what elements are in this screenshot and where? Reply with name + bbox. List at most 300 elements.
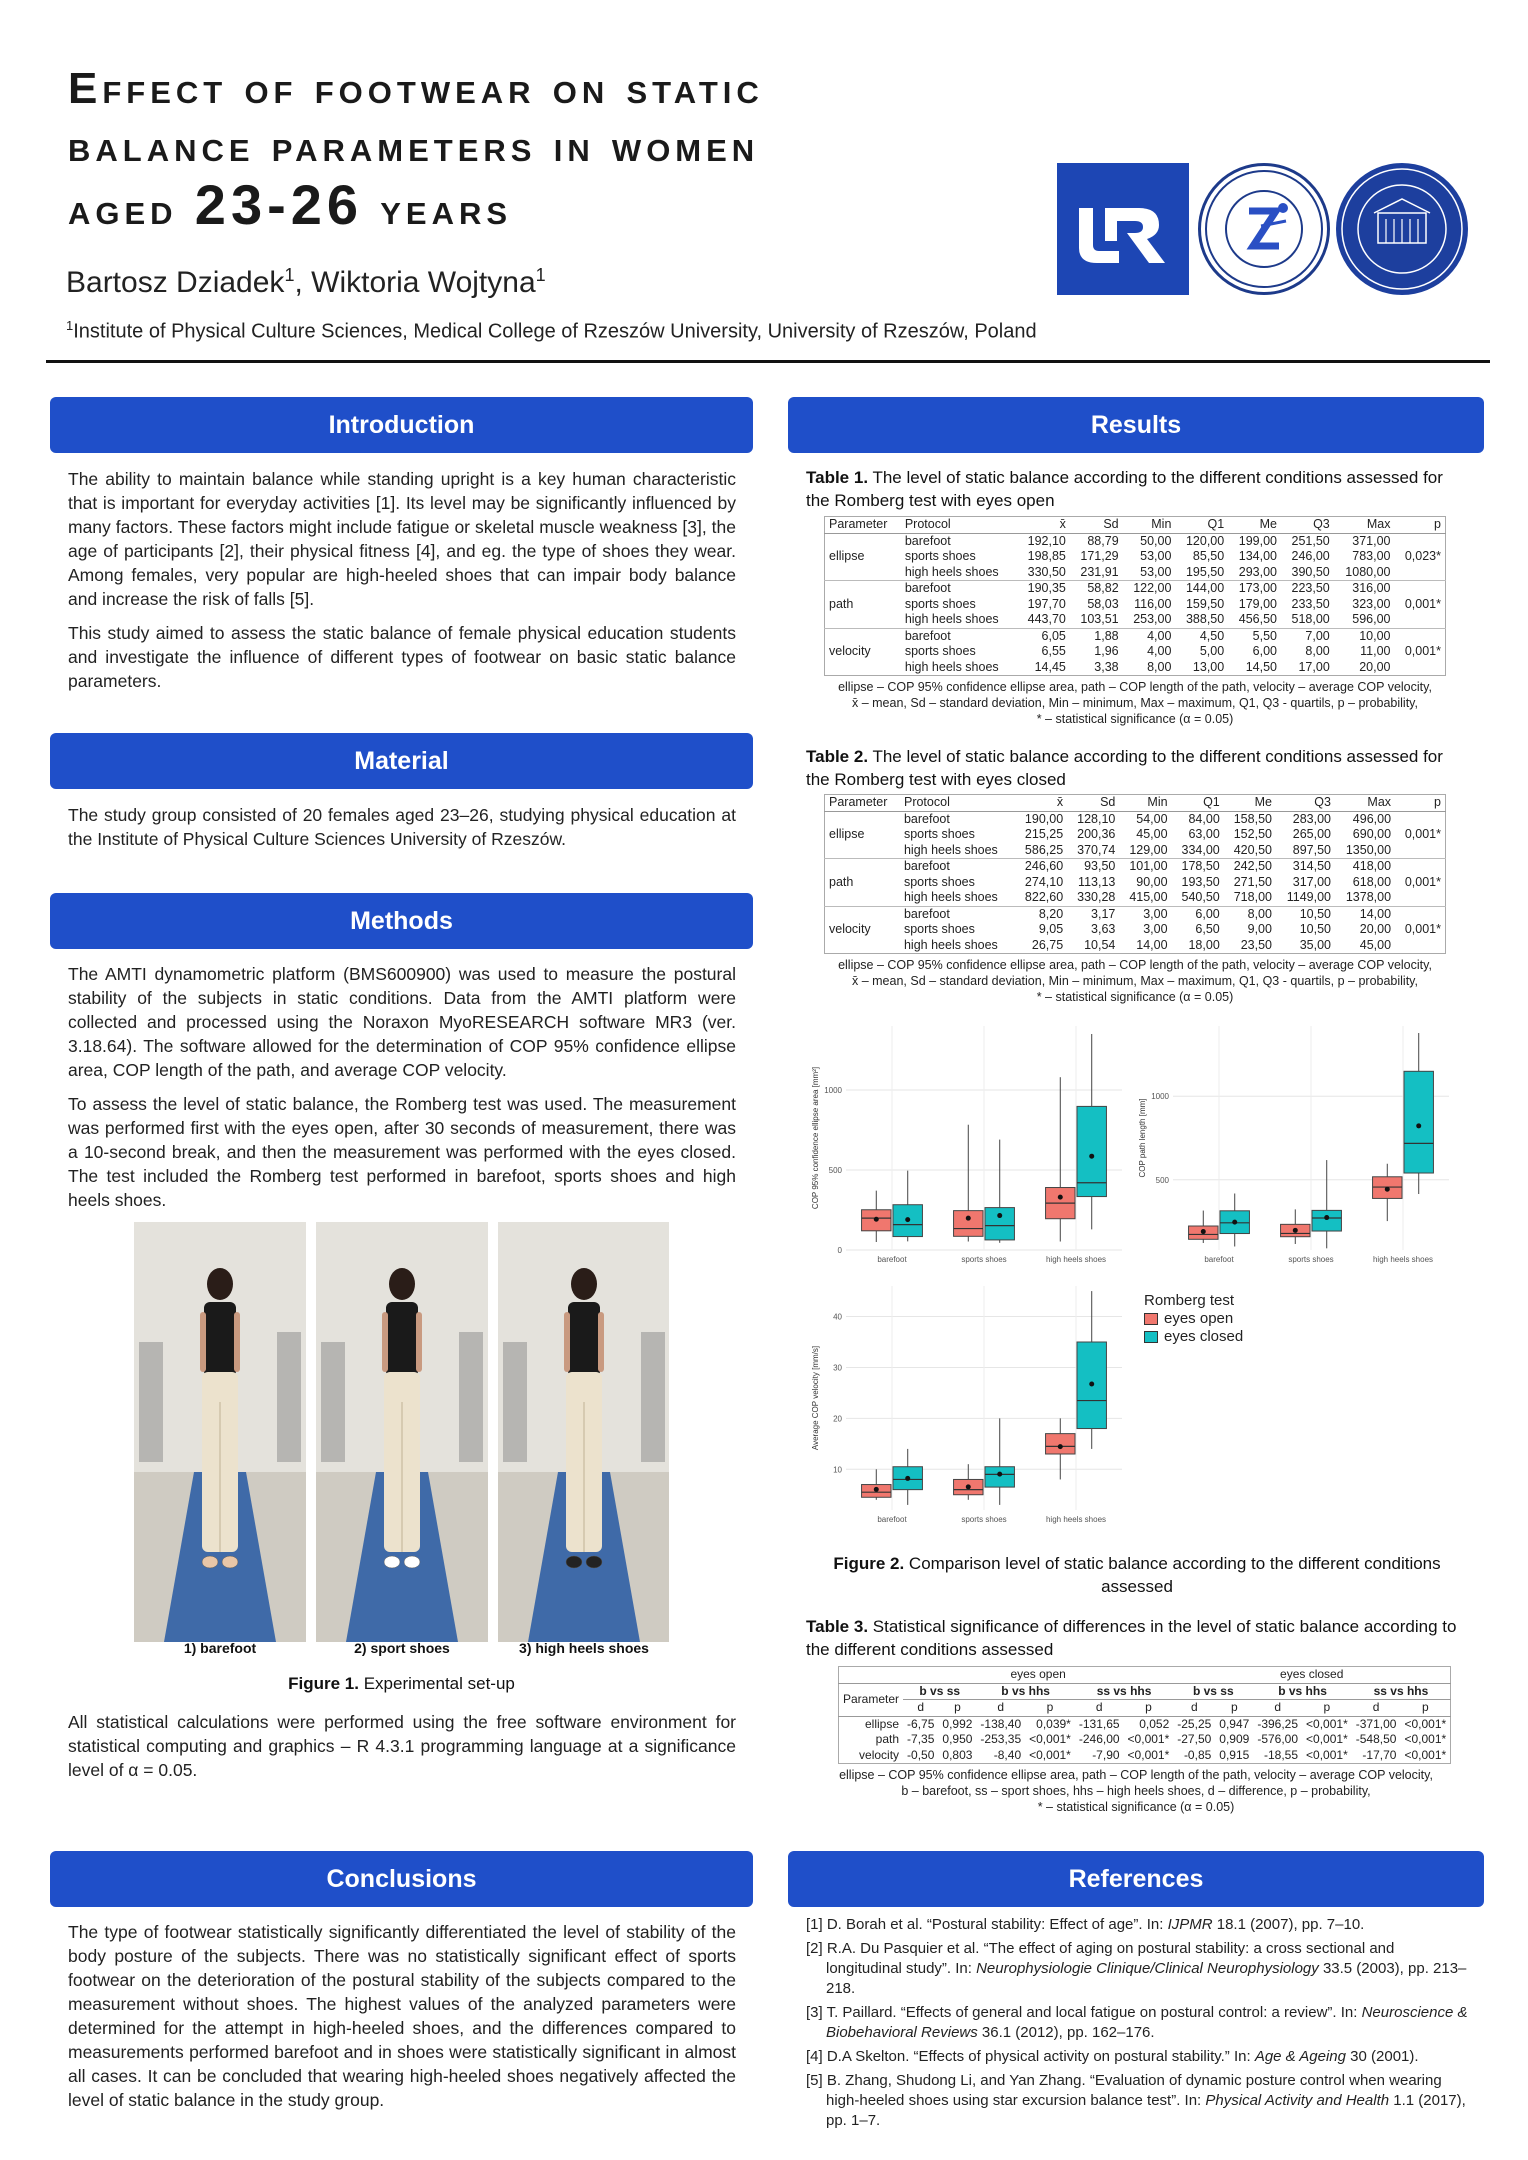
box-eyes-closed — [985, 1467, 1014, 1487]
table-1-note-1: ellipse – COP 95% confidence ellipse area, path – COP length of the path, velocity – average COP velocity, — [838, 680, 1432, 694]
mean-point — [966, 1484, 971, 1489]
table-cell: 5,00 — [1199, 644, 1225, 658]
introduction-paragraph-2: This study aimed to assess the static balance of female physical education students and investigate the influence of different types of footwear on basic static balance parameters. — [68, 623, 736, 691]
table-cell: 63,00 — [1188, 827, 1220, 841]
x-tick-label: barefoot — [877, 1255, 907, 1264]
legend-item-eyes-open — [1144, 1310, 1243, 1328]
table-cell: 53,00 — [1140, 549, 1172, 563]
reference-text: [5] B. Zhang, Shudong Li, and Yan Zhang. “Evaluation of dynamic posture control when wearing high-heeled shoes using star excursion balance test”. In: — [806, 2072, 1442, 2109]
author-1-sup: 1 — [284, 265, 295, 285]
table-cell: 13,00 — [1192, 659, 1225, 674]
table-header-cell: Parameter — [825, 795, 900, 812]
y-tick-label: 500 — [828, 1166, 842, 1175]
table-cell: 586,25 — [1024, 842, 1064, 857]
figure-1-caption — [50, 1672, 753, 1695]
table-cell: 246,60 — [1015, 859, 1067, 875]
reference-journal: Age & Ageing — [1254, 2048, 1346, 2065]
table-cell: 274,10 — [1024, 874, 1064, 889]
table-cell: 334,00 — [1181, 842, 1220, 857]
table-cell: 0,992 — [942, 1716, 973, 1731]
table-cell: 388,50 — [1185, 612, 1225, 626]
x-tick-label: barefoot — [877, 1515, 907, 1524]
table-header-cell: p — [938, 1700, 976, 1717]
table-cell: 420,50 — [1233, 842, 1272, 857]
photo-high-heels — [498, 1222, 669, 1642]
table-cell: 330,50 — [1027, 564, 1066, 579]
table-3-note-3: * – statistical significance (α = 0.05) — [1037, 1800, 1235, 1814]
table-cell: -576,00 — [1257, 1732, 1299, 1746]
table-cell: 14,45 — [1034, 659, 1066, 674]
table-cell: 371,00 — [1334, 533, 1395, 549]
ur-logo — [1057, 163, 1189, 295]
x-tick-label: high heels shoes — [1372, 1255, 1434, 1264]
table-cell: 93,50 — [1067, 859, 1119, 875]
figure-2-caption — [806, 1552, 1468, 1598]
mean-point — [1324, 1215, 1329, 1220]
table-cell: barefoot — [901, 628, 1017, 644]
title-years: years — [363, 185, 513, 234]
table-cell: 3,63 — [1091, 922, 1116, 936]
table-row — [825, 581, 1446, 597]
table-cell: 456,50 — [1238, 612, 1277, 626]
table-cell: 158,50 — [1224, 811, 1276, 827]
table-cell: 192,10 — [1017, 533, 1070, 549]
table-cell: 690,00 — [1352, 827, 1392, 841]
box-eyes-open — [954, 1211, 983, 1237]
table-cell: high heels shoes — [904, 564, 999, 579]
table-header-cell: Parameter — [825, 517, 901, 534]
table-1-note-3: * – statistical significance (α = 0.05) — [1036, 712, 1234, 726]
table-1-grid — [824, 516, 1446, 676]
table-param-cell: path — [825, 581, 901, 629]
y-tick-label: 10 — [833, 1465, 842, 1475]
mean-point — [1416, 1123, 1421, 1128]
table-cell: 195,50 — [1185, 564, 1225, 579]
table-2-caption — [806, 745, 1468, 791]
title-line-2: balance parameters in women — [68, 122, 760, 171]
table-cell: sports shoes — [904, 549, 976, 563]
table-1 — [824, 516, 1446, 727]
mean-point — [905, 1476, 910, 1481]
table-cell: -0,85 — [1183, 1747, 1212, 1762]
x-tick-label: high heels shoes — [1045, 1255, 1107, 1264]
table-row — [839, 1716, 1451, 1732]
table-header-cell: Min — [1123, 517, 1176, 534]
reference-text: [1] D. Borah et al. “Postural stability: Effect of age”. In: — [806, 1916, 1168, 1933]
reference-details: 30 (2001). — [1346, 2048, 1419, 2065]
introduction-paragraph-1: The ability to maintain balance while standing upright is a key human characteristic that is important for everyday activities [1]. Its level may be significantly influenced by many factors. These factors might include fatigue or skeletal muscle weakness [3], the age of participants [2], their physical fitness [4], and eg. the type of shoes they wear. Among females, very popular are high-heeled shoes that can impair body balance and increase the risk of falls [5]. — [68, 469, 736, 609]
table-3-note-1: ellipse – COP 95% confidence ellipse area, path – COP length of the path, velocity – average COP velocity, — [839, 1768, 1433, 1782]
photo-label-2: 2) sport shoes — [354, 1640, 450, 1656]
author-2: Wiktoria Wojtyna — [311, 266, 536, 299]
figure-1-text: Experimental set-up — [358, 1674, 515, 1693]
table-header-cell: p — [1302, 1700, 1352, 1717]
chart-path-length — [1135, 1020, 1455, 1278]
table-header-cell: p — [1395, 795, 1445, 812]
mean-point — [997, 1213, 1002, 1218]
box-eyes-closed — [1312, 1210, 1341, 1231]
table-cell: 0,947 — [1219, 1716, 1250, 1731]
table-cell: 18,00 — [1188, 937, 1220, 952]
table-cell: 330,28 — [1077, 890, 1116, 904]
table-cell: 20,00 — [1359, 659, 1391, 674]
table-3-text: Statistical significance of differences in the level of static balance according to the different conditions assessed — [806, 1617, 1457, 1659]
table-1-note-2: x̄ – mean, Sd – standard deviation, Min – minimum, Max – maximum, Q1, Q3 - quartils, p – probability, — [852, 696, 1418, 710]
table-row — [825, 875, 1446, 891]
table-row — [825, 628, 1446, 644]
mean-point — [1232, 1220, 1237, 1225]
chart-velocity — [808, 1280, 1128, 1538]
table-cell: 3,00 — [1119, 906, 1171, 922]
reference-item — [806, 2071, 1468, 2131]
statistics-body — [68, 1710, 736, 1792]
table-cell: 17,00 — [1298, 659, 1330, 674]
table-header-cell: Q1 — [1172, 795, 1224, 812]
table-cell: 0,803 — [942, 1747, 973, 1762]
table-header-cell: d — [903, 1700, 938, 1717]
authors — [66, 265, 546, 300]
reference-text: [3] T. Paillard. “Effects of general and local fatigue on postural control: a review”. In: — [806, 2004, 1362, 2021]
table-header-cell: eyes open — [903, 1667, 1173, 1684]
results-heading: Results — [788, 397, 1484, 453]
table-cell: -18,55 — [1264, 1747, 1299, 1762]
table-cell: 8,00 — [1147, 659, 1172, 674]
table-header-cell: d — [1352, 1700, 1401, 1717]
table-cell: 390,50 — [1291, 564, 1330, 579]
photo-sport-shoes — [316, 1222, 488, 1642]
table-row — [825, 938, 1446, 954]
table-cell: barefoot — [901, 533, 1017, 549]
table-cell: 14,00 — [1335, 906, 1395, 922]
table-cell: 103,51 — [1080, 612, 1119, 626]
author-2-sup: 1 — [535, 265, 546, 285]
box-eyes-open — [1046, 1434, 1075, 1454]
table-cell: 6,55 — [1041, 644, 1066, 658]
y-tick-label: 0 — [837, 1246, 842, 1255]
reference-journal: IJPMR — [1167, 1916, 1213, 1933]
table-cell: <0,001* — [1029, 1747, 1071, 1762]
conclusions-body — [68, 1920, 736, 2122]
kinesiology-faculty-logo — [1198, 163, 1330, 295]
table-cell: 231,91 — [1080, 564, 1119, 579]
legend-label-open: eyes open — [1164, 1310, 1234, 1327]
box-eyes-closed — [985, 1208, 1014, 1240]
table-header-cell: d — [1253, 1700, 1302, 1717]
table-header-cell: p — [1124, 1700, 1174, 1717]
y-tick-label: 30 — [833, 1363, 842, 1373]
table-1-text: The level of static balance according to the different conditions assessed for the Romberg test with eyes open — [806, 468, 1443, 510]
table-2-label: Table 2. — [806, 747, 869, 766]
reference-item — [806, 2003, 1468, 2043]
table-cell: 317,00 — [1292, 874, 1331, 889]
table-header-cell: Me — [1228, 517, 1281, 534]
table-cell: 200,36 — [1077, 827, 1116, 841]
table-cell: -7,35 — [907, 1732, 935, 1746]
table-cell: -253,35 — [980, 1732, 1022, 1746]
mean-point — [1201, 1229, 1206, 1234]
table-cell: 223,50 — [1281, 581, 1334, 597]
table-cell: 6,00 — [1172, 906, 1224, 922]
table-cell: ellipse — [865, 1716, 900, 1731]
table-row — [839, 1748, 1451, 1764]
legend-item-eyes-closed — [1144, 1328, 1243, 1346]
table-3-caption — [806, 1615, 1468, 1661]
table-cell: 45,00 — [1359, 937, 1392, 952]
table-cell: <0,001* — [1306, 1747, 1348, 1762]
table-row — [825, 565, 1446, 581]
photo-barefoot — [134, 1222, 306, 1642]
table-cell: sports shoes — [904, 644, 976, 658]
ur-logo-mark — [1057, 163, 1189, 295]
table-cell: 1149,00 — [1286, 890, 1331, 904]
table-cell: barefoot — [900, 906, 1015, 922]
table-p-cell: 0,001* — [1395, 859, 1445, 907]
table-cell: 11,00 — [1360, 644, 1391, 658]
table-header-cell: Max — [1335, 795, 1395, 812]
table-cell: 370,74 — [1077, 842, 1116, 857]
table-header-cell: p — [1400, 1700, 1450, 1717]
table-header-cell: x̄ — [1015, 795, 1067, 812]
table-cell: 540,50 — [1181, 890, 1220, 904]
table-cell: 783,00 — [1352, 549, 1391, 563]
table-cell: 596,00 — [1352, 612, 1391, 626]
table-header-row — [825, 795, 1446, 812]
table-cell: sports shoes — [903, 922, 975, 936]
box-eyes-closed — [1404, 1071, 1433, 1173]
table-cell: 84,00 — [1172, 811, 1224, 827]
table-row — [839, 1732, 1451, 1748]
table-p-cell: 0,001* — [1395, 906, 1445, 954]
table-header-cell: b vs ss — [903, 1683, 976, 1700]
table-cell: 4,00 — [1123, 628, 1176, 644]
table-row — [825, 612, 1446, 628]
table-cell: 1,88 — [1070, 628, 1123, 644]
table-cell: 90,00 — [1136, 874, 1168, 889]
table-header-cell: Max — [1334, 517, 1395, 534]
reference-item — [806, 1939, 1468, 1999]
table-row — [825, 859, 1446, 875]
table-cell: 122,00 — [1123, 581, 1176, 597]
table-cell: 152,50 — [1233, 827, 1272, 841]
table-header-cell: ss vs hhs — [1075, 1683, 1173, 1700]
references-heading: References — [788, 1851, 1484, 1907]
reference-item — [806, 1915, 1468, 1935]
table-header-cell: b vs hhs — [1253, 1683, 1351, 1700]
photo-label-3: 3) high heels shoes — [519, 1640, 649, 1656]
title-line-1: Effect of footwear on static — [68, 64, 764, 113]
table-2-note-3: * – statistical significance (α = 0.05) — [1036, 990, 1234, 1004]
table-cell: high heels shoes — [903, 842, 998, 857]
table-p-cell: 0,001* — [1394, 581, 1445, 629]
table-header-cell: Min — [1119, 795, 1171, 812]
y-tick-label: 20 — [833, 1414, 842, 1424]
table-cell: high heels shoes — [904, 659, 999, 674]
table-cell: -6,75 — [907, 1716, 935, 1731]
table-cell: -131,65 — [1078, 1716, 1120, 1731]
table-3-label: Table 3. — [806, 1617, 869, 1636]
table-header-cell: p — [1394, 517, 1445, 534]
methods-paragraph-3: All statistical calculations were performed using the free software environment for statistical computing and graphics – R 4.3.1 programming language at a significance level of α = 0.05. — [68, 1712, 736, 1780]
y-axis-label: Average COP velocity [mm/s] — [811, 1345, 820, 1451]
table-cell: 193,50 — [1181, 874, 1220, 889]
table-row — [825, 827, 1446, 843]
table-header-cell: Sd — [1070, 517, 1123, 534]
material-paragraph-1: The study group consisted of 20 females aged 23–26, studying physical education at the Institute of Physical Culture Sciences University of Rzeszów. — [68, 805, 736, 849]
x-tick-label: sports shoes — [961, 1255, 1007, 1264]
table-3-note-2: b – barefoot, ss – sport shoes, hhs – high heels shoes, d – difference, p – probability, — [901, 1784, 1371, 1798]
table-cell: 618,00 — [1352, 874, 1392, 889]
references-list — [806, 1915, 1468, 2135]
table-cell: -138,40 — [980, 1716, 1022, 1731]
reference-text: [4] D.A Skelton. “Effects of physical activity on postural stability.” In: — [806, 2048, 1255, 2065]
table-row — [825, 644, 1446, 660]
table-cell: 197,70 — [1027, 596, 1066, 611]
table-cell: 718,00 — [1233, 890, 1272, 904]
table-cell: 0,909 — [1219, 1732, 1250, 1746]
table-header-row — [825, 517, 1446, 534]
table-cell: 415,00 — [1129, 890, 1168, 904]
table-cell: 233,50 — [1291, 596, 1330, 611]
y-tick-label: 500 — [1155, 1175, 1169, 1185]
table-cell: 0,052 — [1139, 1716, 1170, 1731]
mean-point — [997, 1472, 1002, 1477]
reference-item — [806, 2047, 1468, 2067]
table-cell: 179,00 — [1238, 596, 1277, 611]
table-cell: 8,20 — [1015, 906, 1067, 922]
kinesiology-seal-icon — [1201, 166, 1327, 292]
table-cell: -371,00 — [1355, 1716, 1397, 1731]
figure-2-text: Comparison level of static balance according to the different conditions assessed — [904, 1554, 1441, 1596]
y-axis-label: COP 95% confidence ellipse area [mm²] — [811, 1066, 820, 1210]
header-divider — [46, 360, 1490, 363]
table-header-cell: p — [1025, 1700, 1075, 1717]
table-row — [825, 922, 1446, 938]
author-sep: , — [294, 266, 312, 299]
table-header-cell: eyes closed — [1173, 1667, 1450, 1684]
table-cell: 293,00 — [1238, 564, 1277, 579]
chart-legend — [1144, 1292, 1243, 1346]
table-cell: 134,00 — [1238, 549, 1277, 563]
table-cell: -7,90 — [1092, 1747, 1120, 1762]
table-cell: 199,00 — [1228, 533, 1281, 549]
table-p-cell: 0,001* — [1394, 628, 1445, 676]
table-cell: 198,85 — [1027, 549, 1066, 563]
photo-label-1: 1) barefoot — [183, 1640, 257, 1656]
table-cell: 518,00 — [1291, 612, 1330, 626]
table-cell: 128,10 — [1067, 811, 1119, 827]
table-2-note-1: ellipse – COP 95% confidence ellipse area, path – COP length of the path, velocity – average COP velocity, — [838, 958, 1432, 972]
table-cell: -17,70 — [1362, 1747, 1397, 1762]
table-cell: <0,001* — [1404, 1732, 1447, 1746]
table-cell: -8,40 — [993, 1747, 1022, 1762]
table-cell: -25,25 — [1177, 1716, 1212, 1731]
table-p-cell: 0,001* — [1395, 811, 1445, 859]
table-row — [825, 906, 1446, 922]
table-cell: 6,50 — [1195, 922, 1220, 936]
table-cell: 246,00 — [1291, 549, 1330, 563]
table-header-cell: Q1 — [1175, 517, 1228, 534]
mean-point — [966, 1216, 971, 1221]
mean-point — [874, 1487, 879, 1492]
table-cell: -396,25 — [1257, 1716, 1299, 1731]
table-cell: 116,00 — [1134, 596, 1172, 611]
table-cell: 101,00 — [1119, 859, 1171, 875]
table-header-cell: d — [1075, 1700, 1124, 1717]
table-row — [825, 890, 1446, 906]
table-cell: 242,50 — [1224, 859, 1276, 875]
material-heading: Material — [50, 733, 753, 789]
table-header-cell: Me — [1224, 795, 1276, 812]
y-tick-label: 1000 — [824, 1086, 842, 1095]
methods-paragraph-1: The AMTI dynamometric platform (BMS600900) was used to measure the postural stability of the subjects in static conditions. Data from the AMTI platform were collected and processed using the Noraxon MyoRESEARCH software MR3 (ver. 3.18.64). The software allowed for the determination of COP 95% confidence ellipse area, COP length of the path, and average COP velocity. — [68, 964, 736, 1080]
table-cell: 58,03 — [1087, 596, 1119, 611]
reference-details: 18.1 (2007), pp. 7–10. — [1212, 1916, 1365, 1933]
table-cell: 314,50 — [1276, 859, 1335, 875]
table-header-cell: x̄ — [1017, 517, 1070, 534]
table-cell: 443,70 — [1027, 612, 1066, 626]
table-header-cell — [839, 1667, 904, 1684]
table-cell: 50,00 — [1123, 533, 1176, 549]
x-tick-label: high heels shoes — [1045, 1515, 1107, 1524]
table-cell: 173,00 — [1228, 581, 1281, 597]
table-cell: sports shoes — [903, 827, 975, 841]
legend-title: Romberg test — [1144, 1292, 1235, 1309]
table-cell: 316,00 — [1334, 581, 1395, 597]
reference-details: 36.1 (2012), pp. 162–176. — [977, 2024, 1155, 2041]
table-cell: barefoot — [901, 581, 1017, 597]
table-cell: 159,50 — [1185, 596, 1225, 611]
table-cell: 23,50 — [1240, 937, 1272, 952]
table-cell: 265,00 — [1292, 827, 1331, 841]
table-header-cell: b vs hhs — [976, 1683, 1074, 1700]
legend-swatch-open-icon — [1144, 1313, 1158, 1325]
table-row — [825, 549, 1446, 565]
table-header-cell: d — [976, 1700, 1025, 1717]
table-cell: 8,00 — [1224, 906, 1276, 922]
table-2-text: The level of static balance according to the different conditions assessed for the Romberg test with eyes closed — [806, 747, 1443, 789]
table-cell: 323,00 — [1352, 596, 1391, 611]
reference-details: 33.5 (2003), pp. 213–218. — [826, 1960, 1467, 1997]
table-cell: <0,001* — [1404, 1747, 1447, 1762]
table-cell: 58,82 — [1070, 581, 1123, 597]
table-cell: 10,50 — [1276, 906, 1335, 922]
table-cell: 178,50 — [1172, 859, 1224, 875]
legend-swatch-closed-icon — [1144, 1331, 1158, 1343]
table-cell: 822,60 — [1024, 890, 1064, 904]
title-age-range: 23-26 — [194, 173, 364, 236]
table-cell: 20,00 — [1359, 922, 1392, 936]
table-cell: 120,00 — [1175, 533, 1228, 549]
affiliation-sup: 1 — [66, 318, 74, 333]
table-cell: barefoot — [900, 811, 1015, 827]
introduction-heading: Introduction — [50, 397, 753, 453]
table-cell: 53,00 — [1140, 564, 1172, 579]
table-param-cell: ellipse — [825, 533, 901, 581]
table-p-cell: 0,023* — [1394, 533, 1445, 581]
table-cell: 10,00 — [1334, 628, 1395, 644]
table-cell: 271,50 — [1233, 874, 1272, 889]
reference-journal: Neurophysiologie Clinique/Clinical Neurophysiology — [976, 1960, 1319, 1977]
table-cell: sports shoes — [904, 596, 976, 611]
table-header-row — [839, 1700, 1451, 1717]
table-cell: 418,00 — [1335, 859, 1395, 875]
affiliation — [66, 318, 1037, 344]
table-cell: 3,00 — [1143, 922, 1168, 936]
table-header-cell: Q3 — [1281, 517, 1334, 534]
title-aged: aged — [68, 185, 195, 234]
table-cell: 144,00 — [1175, 581, 1228, 597]
table-cell: 5,50 — [1228, 628, 1281, 644]
